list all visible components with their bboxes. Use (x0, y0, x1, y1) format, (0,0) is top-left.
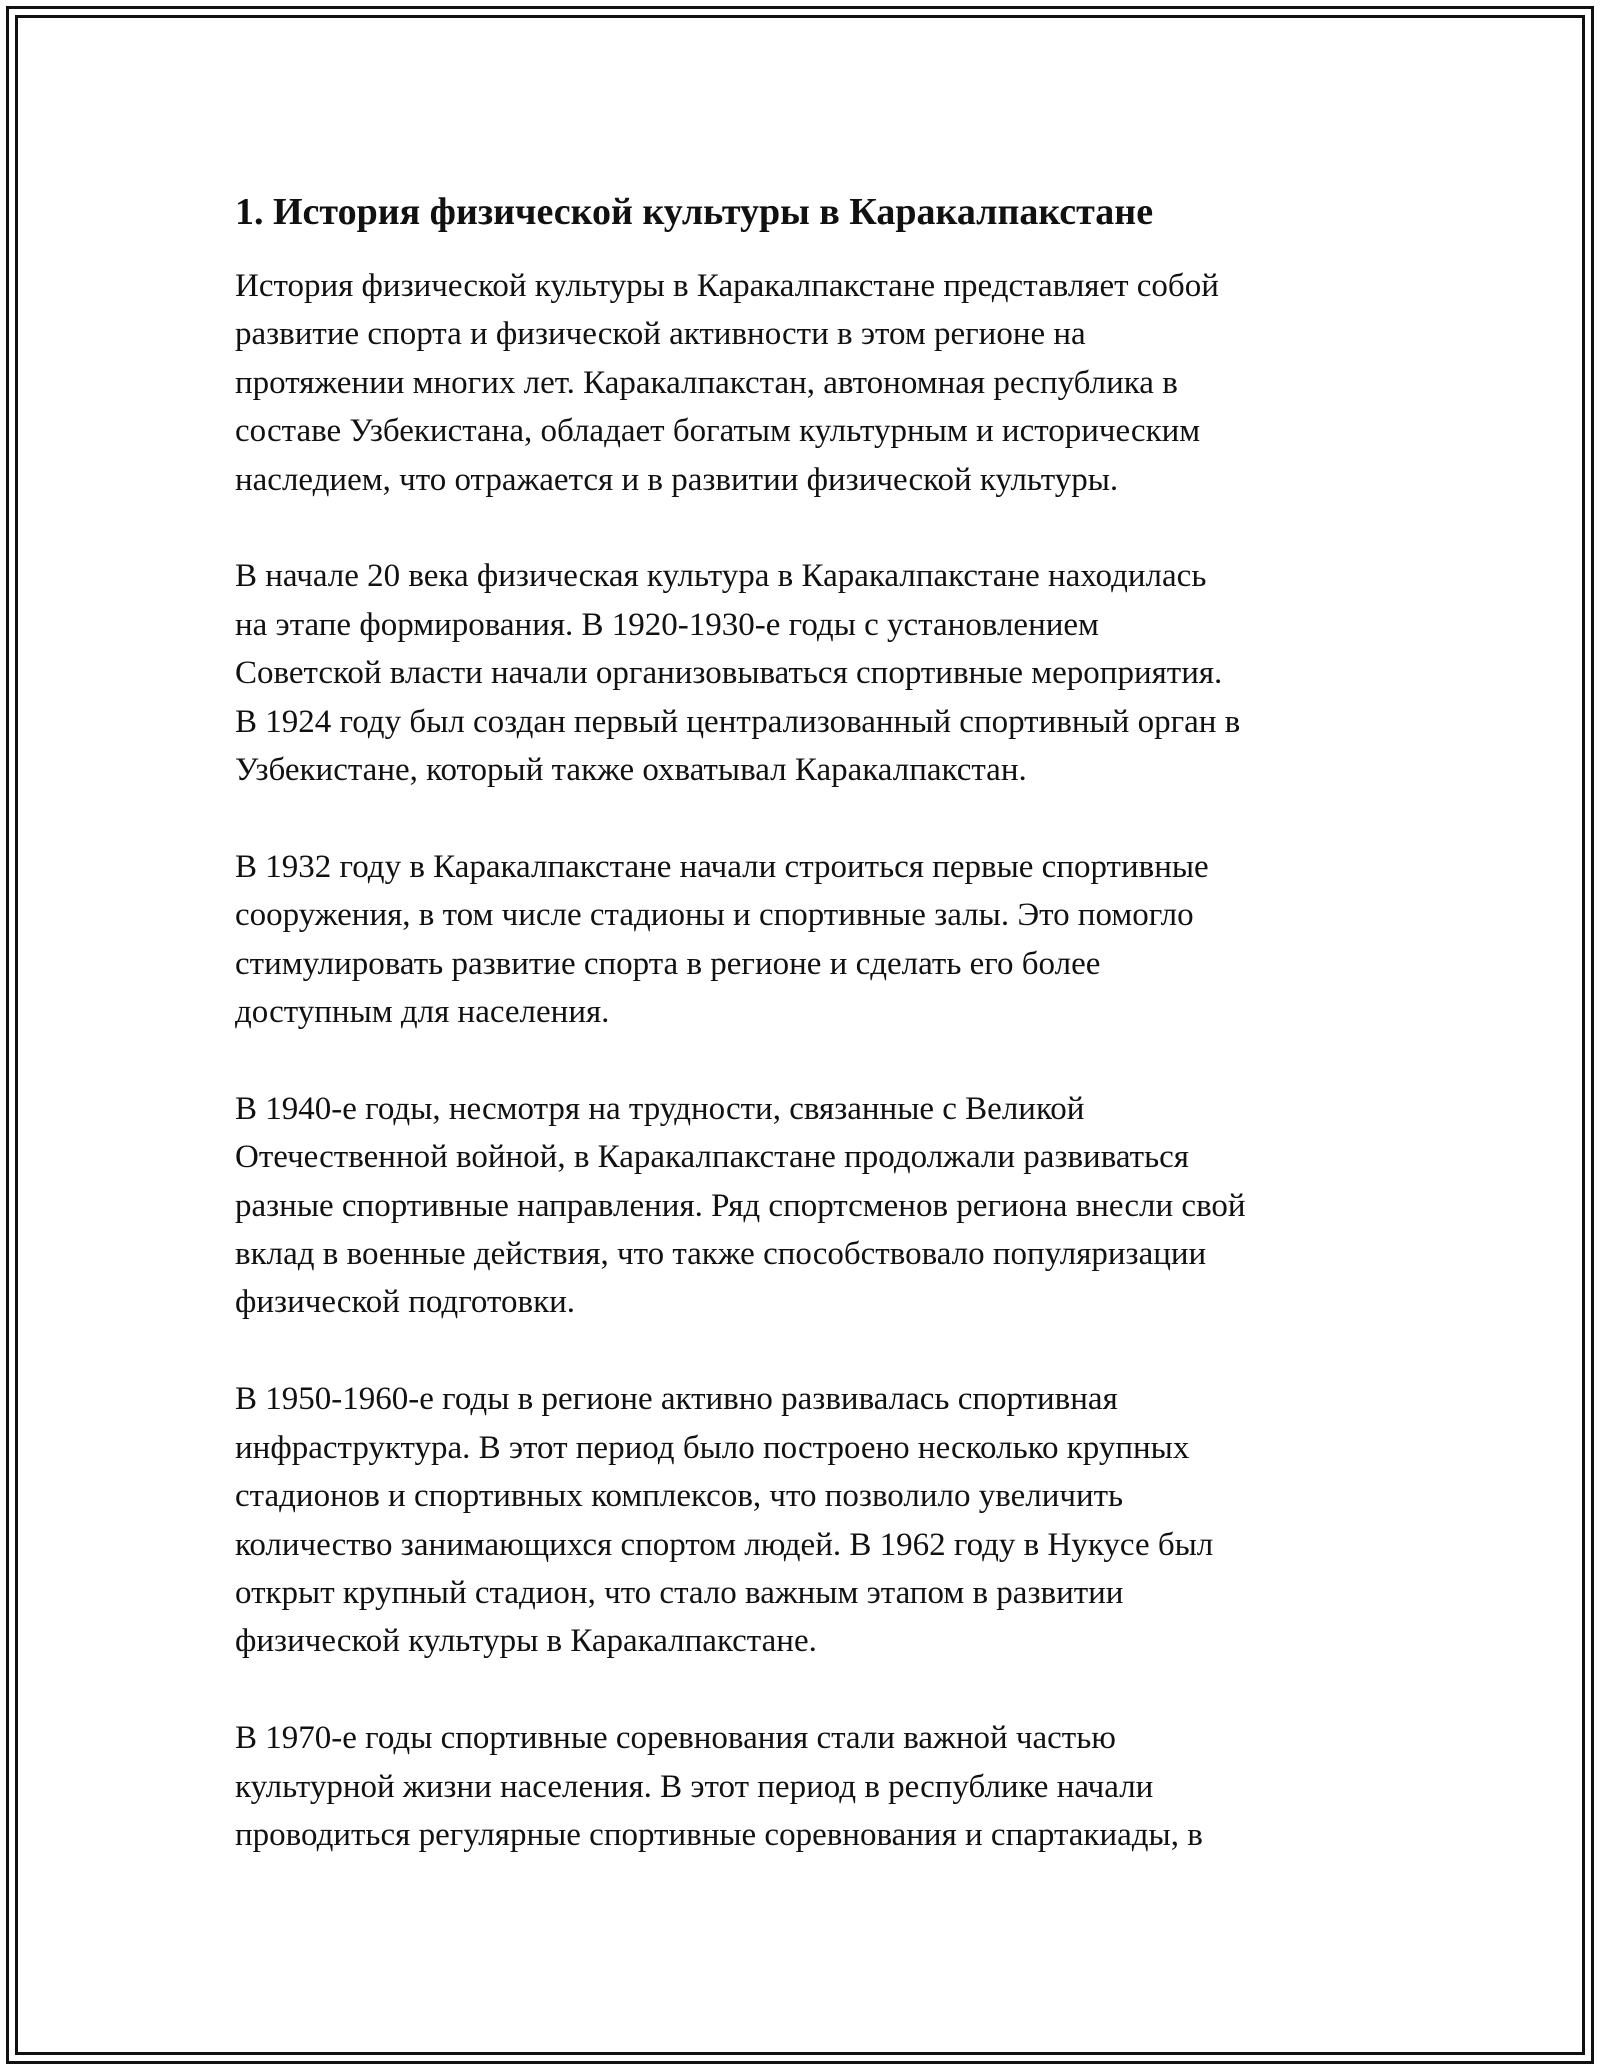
text-line: на этапе формирования. В 1920-1930-е годы с установлением (235, 606, 1099, 643)
text-line: История физической культуры в Каракалпакстане представляет собой (235, 268, 1219, 304)
text-line: В 1970-е годы спортивные соревнования стали важной частью (235, 1720, 1116, 1757)
text-line: вклад в военные действия, что также способствовало популяризации (235, 1236, 1207, 1273)
paragraph-3 (235, 843, 1395, 1037)
text-line: В 1950-1960-е годы в регионе активно развивалась спортивная (235, 1381, 1118, 1418)
text-line: количество занимающихся спортом людей. В 1962 году в Нукусе был (235, 1526, 1214, 1563)
text-line: проводиться регулярные спортивные соревнования и спартакиады, в (235, 1816, 1203, 1853)
text-line: разные спортивные направления. Ряд спортсменов региона внесли свой (235, 1187, 1246, 1224)
text-line: стимулировать развитие спорта в регионе и сделать его более (235, 945, 1101, 982)
text-line: Узбекистане, который также охватывал Каракалпакстан. (235, 752, 1027, 789)
text-line: В 1940-е годы, несмотря на трудности, связанные с Великой (235, 1090, 1085, 1127)
text-line: В 1932 году в Каракалпакстане начали строиться первые спортивные (235, 848, 1209, 885)
text-line: открыт крупный стадион, что стало важным этапом в развитии (235, 1574, 1124, 1611)
text-line: составе Узбекистана, обладает богатым культурным и историческим (235, 413, 1201, 450)
paragraph-5 (235, 1375, 1395, 1665)
paragraph-1 (235, 262, 1395, 504)
text-line: инфраструктура. В этот период было построено несколько крупных (235, 1429, 1190, 1466)
text-line: протяжении многих лет. Каракалпакстан, автономная республика в (235, 364, 1178, 401)
text-line: Советской власти начали организовываться спортивные мероприятия. (235, 655, 1223, 692)
text-line: Отечественной войной, в Каракалпакстане продолжали развиваться (235, 1139, 1189, 1176)
text-line: развитие спорта и физической активности в этом регионе на (235, 316, 1086, 353)
paragraph-4 (235, 1085, 1395, 1327)
text-line: стадионов и спортивных комплексов, что позволило увеличить (235, 1478, 1124, 1515)
document-body (235, 188, 1395, 1908)
text-line: доступным для населения. (235, 994, 610, 1031)
paragraph-2 (235, 552, 1395, 794)
paragraph-6 (235, 1714, 1395, 1859)
text-line: наследием, что отражается и в развитии физической культуры. (235, 461, 1119, 498)
text-line: физической культуры в Каракалпакстане. (235, 1623, 817, 1660)
text-line: культурной жизни населения. В этот период в республике начали (235, 1768, 1154, 1805)
section-heading: 1. История физической культуры в Каракалпакстане (235, 191, 1154, 233)
text-line: В начале 20 века физическая культура в Каракалпакстане находилась (235, 558, 1207, 595)
text-line: физической подготовки. (235, 1284, 576, 1321)
text-line: В 1924 году был создан первый централизованный спортивный орган в (235, 703, 1241, 740)
text-line: сооружения, в том числе стадионы и спортивные залы. Это помогло (235, 897, 1194, 934)
